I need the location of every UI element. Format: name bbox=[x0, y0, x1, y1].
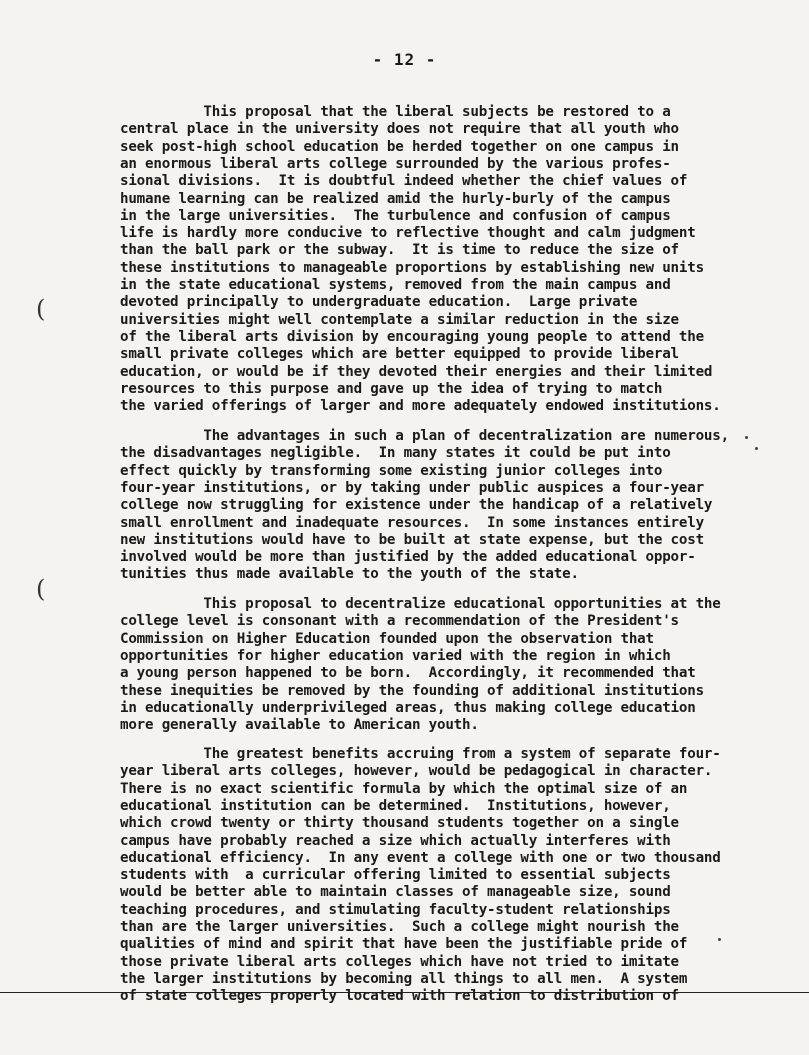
text-line: which crowd twenty or thirty thousand students together on a single bbox=[120, 815, 679, 832]
text-line: This proposal that the liberal subjects be restored to a bbox=[120, 104, 671, 120]
margin-mark-1: ( bbox=[36, 295, 46, 323]
text-line: There is no exact scientific formula by which the optimal size of an bbox=[120, 780, 688, 797]
text-line: effect quickly by transforming some existing junior colleges into bbox=[120, 462, 663, 479]
text-line: opportunities for higher education varied with the region in which bbox=[120, 647, 671, 664]
text-line: of the liberal arts division by encouraging young people to attend the bbox=[120, 328, 704, 345]
text-line: small enrollment and inadequate resources. In some instances entirely bbox=[120, 514, 704, 531]
text-line: a young person happened to be born. Accordingly, it recommended that bbox=[120, 665, 696, 682]
text-line: than are the larger universities. Such a college might nourish the bbox=[120, 919, 679, 935]
text-line: education, or would be if they devoted their energies and their limited bbox=[120, 363, 713, 380]
text-line: teaching procedures, and stimulating faculty-student relationships bbox=[120, 901, 671, 918]
text-line: devoted principally to undergraduate education. Large private bbox=[120, 294, 638, 311]
text-line: life is hardly more conducive to reflective thought and calm judgment bbox=[120, 225, 696, 242]
text-line: in the state educational systems, removed from the main campus and bbox=[120, 277, 671, 293]
text-line: humane learning can be realized amid the hurly-burly of the campus bbox=[120, 190, 671, 207]
text-line: educational institution can be determined. Institutions, however, bbox=[120, 797, 671, 814]
text-line: these institutions to manageable proportions by establishing new units bbox=[120, 259, 704, 276]
text-line: tunities thus made available to the youth of the state. bbox=[120, 566, 579, 583]
page-number: - 12 - bbox=[372, 50, 437, 69]
text-line: four-year institutions, or by taking under public auspices a four-year bbox=[120, 479, 704, 496]
text-line: sional divisions. It is doubtful indeed whether the chief values of bbox=[120, 173, 688, 190]
text-line: the disadvantages negligible. In many states it could be put into bbox=[120, 445, 671, 462]
text-line: an enormous liberal arts college surrounded by the various profes- bbox=[120, 155, 671, 172]
text-line: qualities of mind and spirit that have been the justifiable pride of bbox=[120, 936, 688, 953]
text-line: year liberal arts colleges, however, would be pedagogical in character. bbox=[120, 763, 713, 780]
text-line: college now struggling for existence under the handicap of a relatively bbox=[120, 497, 713, 514]
text-line: involved would be more than justified by the added educational oppor- bbox=[120, 549, 696, 566]
text-line: campus have probably reached a size which actually interferes with bbox=[120, 832, 671, 849]
text-line: than the ball park or the subway. It is time to reduce the size of bbox=[120, 242, 679, 259]
text-line: more generally available to American youth. bbox=[120, 717, 479, 734]
text-line: would be better able to maintain classes of manageable size, sound bbox=[120, 884, 671, 901]
margin-mark-2: ( bbox=[36, 575, 46, 603]
text-line: of state colleges properly located with relation to distribution of bbox=[120, 988, 679, 1005]
text-line: students with a curricular offering limited to essential subjects bbox=[120, 867, 671, 884]
text-line: central place in the university does not require that all youth who bbox=[120, 121, 679, 138]
speck bbox=[718, 938, 721, 941]
text-line: The advantages in such a plan of decentralization are numerous, bbox=[120, 428, 729, 444]
text-line: in educationally underprivileged areas, thus making college education bbox=[120, 699, 696, 716]
text-line: small private colleges which are better equipped to provide liberal bbox=[120, 346, 679, 363]
strike-line bbox=[0, 992, 809, 993]
text-line: This proposal to decentralize educational opportunities at the bbox=[120, 596, 721, 612]
text-line: college level is consonant with a recommendation of the President's bbox=[120, 613, 679, 630]
text-line: seek post-high school education be herded together on one campus in bbox=[120, 138, 679, 155]
speck bbox=[755, 447, 758, 450]
text-line: these inequities be removed by the founding of additional institutions bbox=[120, 682, 704, 699]
text-line: educational efficiency. In any event a college with one or two thousand bbox=[120, 849, 721, 866]
text-line: the larger institutions by becoming all things to all men. A system bbox=[120, 970, 688, 987]
text-line: Commission on Higher Education founded upon the observation that bbox=[120, 630, 654, 647]
text-line: in the large universities. The turbulence and confusion of campus bbox=[120, 207, 671, 224]
speck bbox=[745, 436, 748, 439]
text-line: the varied offerings of larger and more adequately endowed institutions. bbox=[120, 398, 721, 415]
text-line: The greatest benefits accruing from a system of separate four- bbox=[120, 746, 721, 762]
text-line: resources to this purpose and gave up the idea of trying to match bbox=[120, 380, 663, 397]
text-line: those private liberal arts colleges which have not tried to imitate bbox=[120, 953, 679, 970]
text-line: new institutions would have to be built at state expense, but the cost bbox=[120, 531, 704, 548]
text-line: universities might well contemplate a similar reduction in the size bbox=[120, 311, 679, 328]
